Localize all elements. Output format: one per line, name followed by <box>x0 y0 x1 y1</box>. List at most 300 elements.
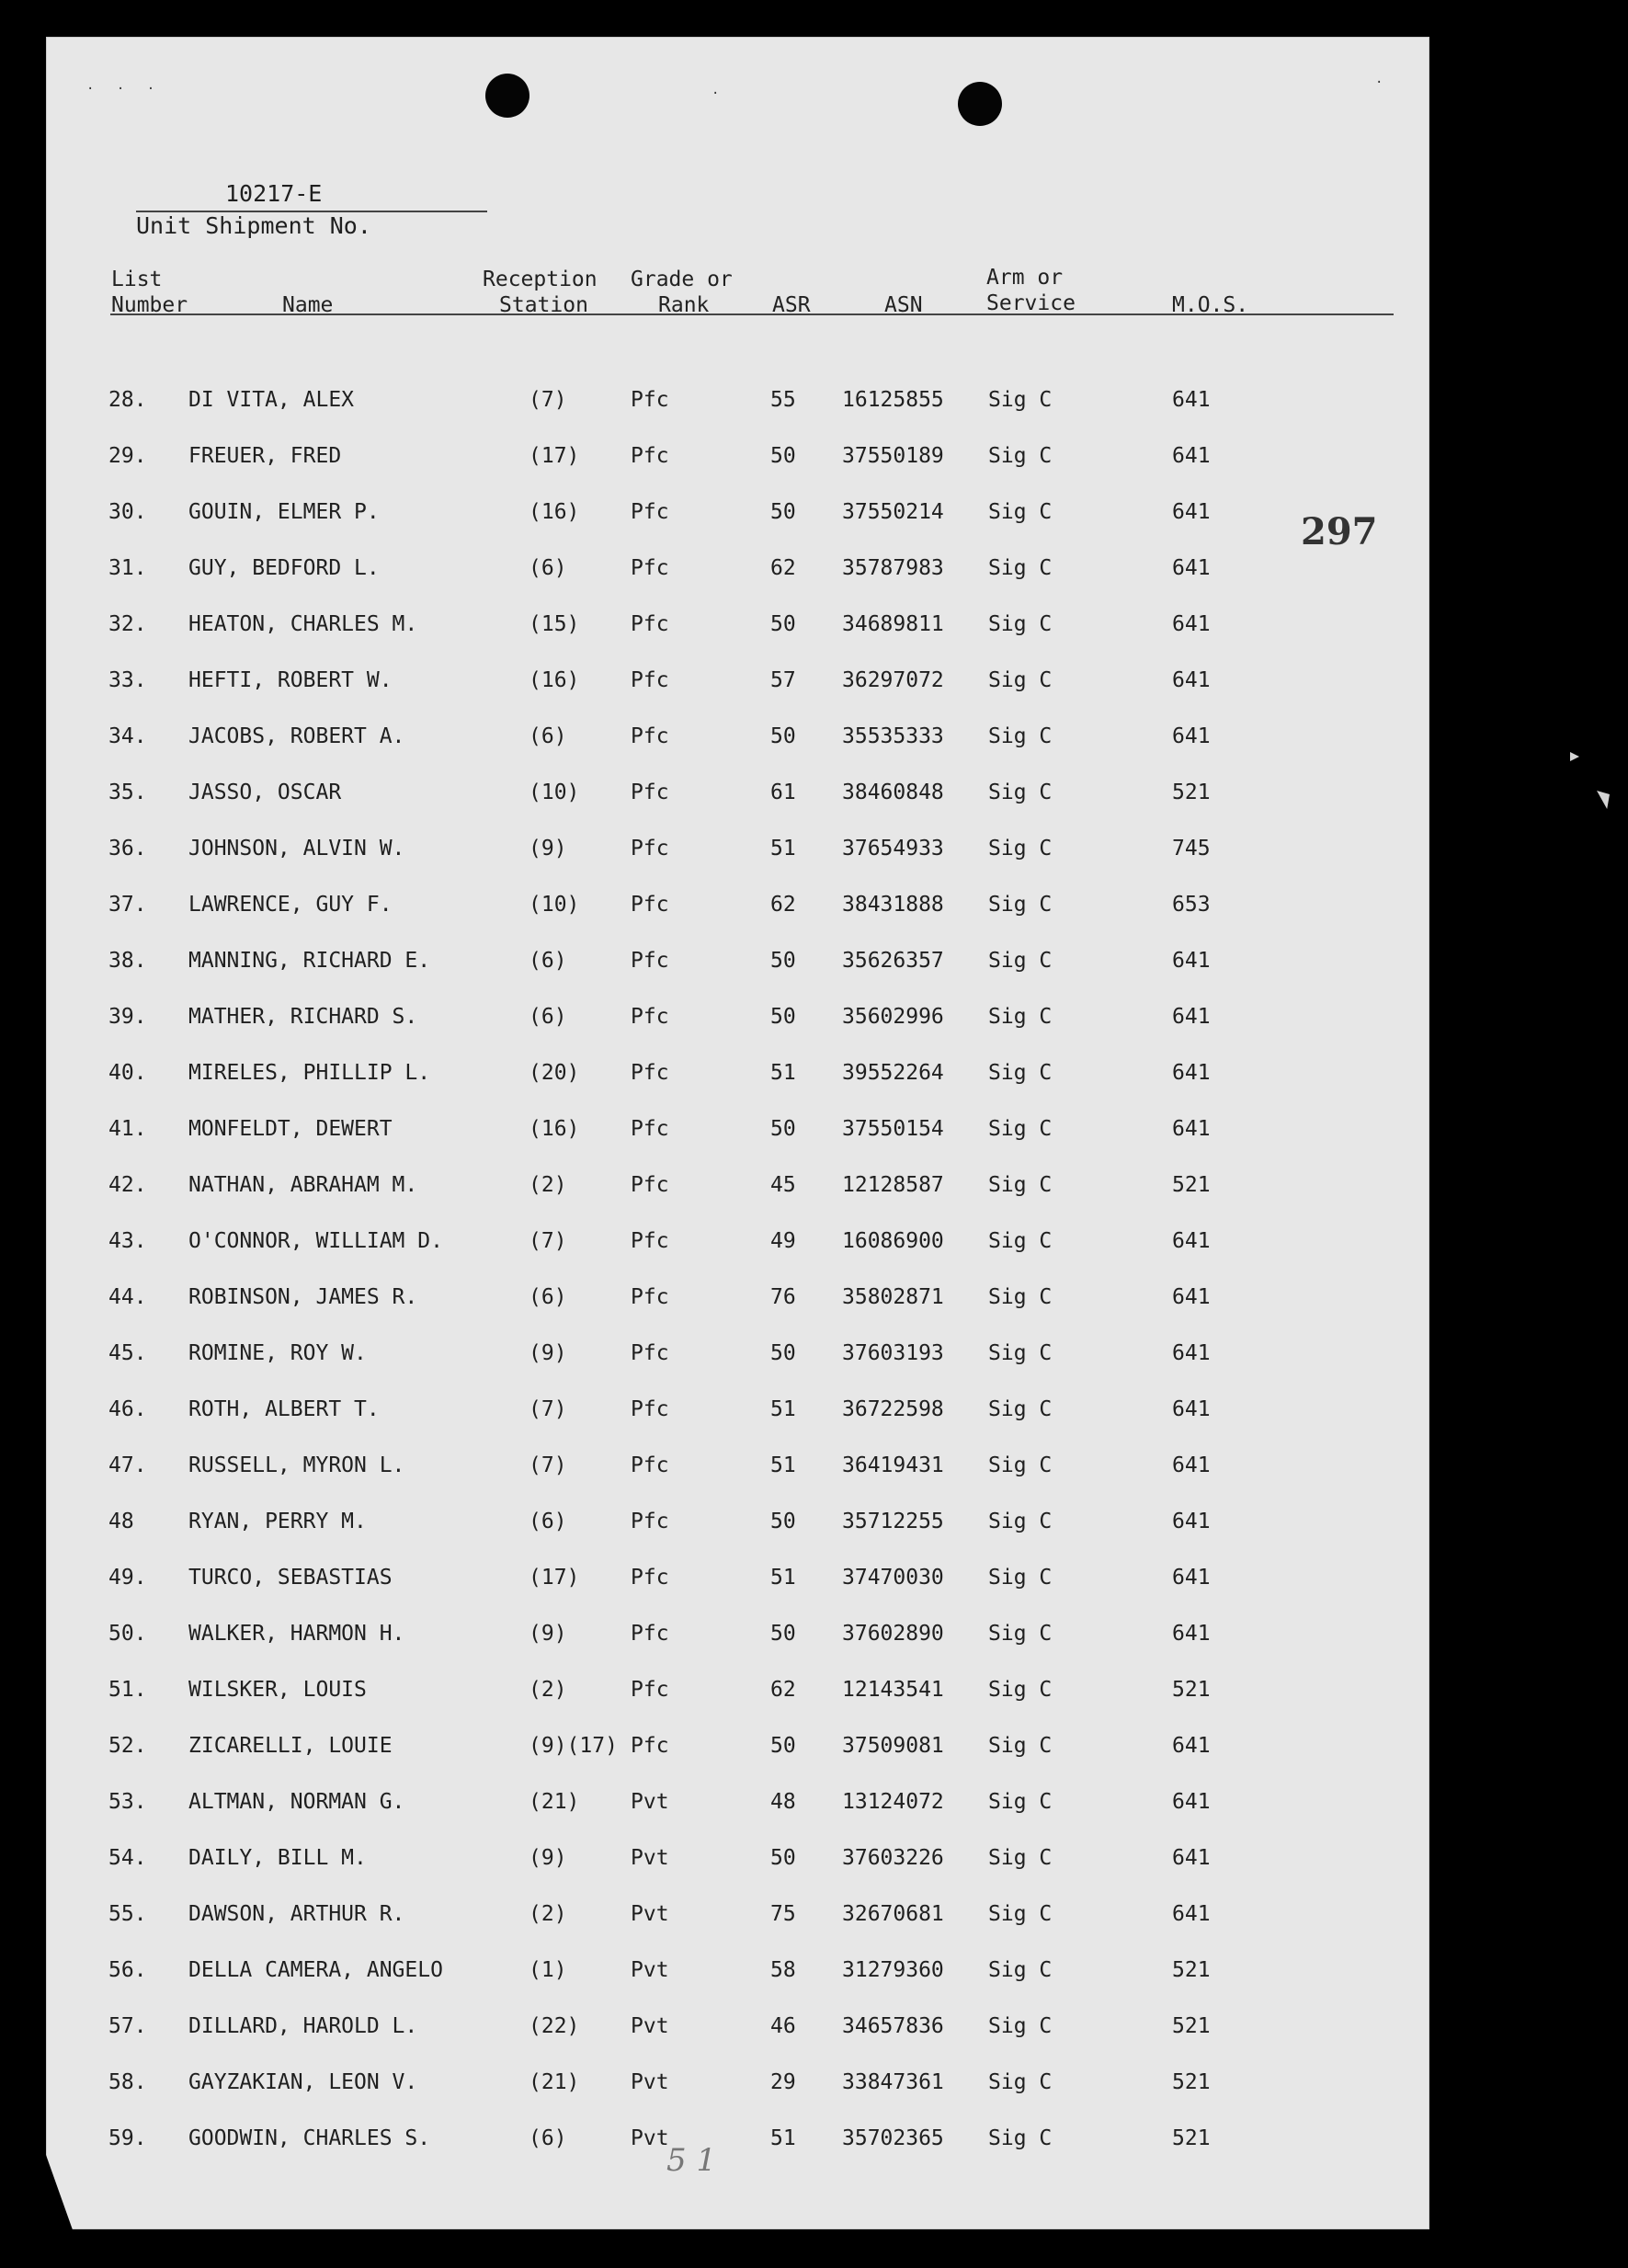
row-asn: 35712255 <box>842 1510 944 1533</box>
row-reception-station: (16) <box>529 500 580 524</box>
row-mos: 641 <box>1172 1566 1211 1590</box>
row-mos: 521 <box>1172 1958 1211 1982</box>
row-reception-station: (6) <box>529 1005 567 1029</box>
row-asr: 57 <box>770 668 796 692</box>
row-asr: 62 <box>770 556 796 580</box>
row-name: RYAN, PERRY M. <box>188 1510 367 1533</box>
row-mos: 745 <box>1172 837 1211 860</box>
page-number: 297 <box>1301 510 1378 553</box>
row-mos: 641 <box>1172 1622 1211 1646</box>
row-reception-station: (20) <box>529 1061 580 1085</box>
table-row <box>46 1956 1429 2000</box>
row-asn: 34657836 <box>842 2014 944 2038</box>
table-row <box>46 1339 1429 1384</box>
row-grade: Pfc <box>631 1341 669 1365</box>
row-arm-or-service: Sig C <box>988 1566 1053 1590</box>
row-list-number: 56. <box>108 1958 147 1982</box>
row-grade: Pvt <box>631 1790 669 1814</box>
row-mos: 641 <box>1172 724 1211 748</box>
row-arm-or-service: Sig C <box>988 1958 1053 1982</box>
row-name: MIRELES, PHILLIP L. <box>188 1061 431 1085</box>
row-grade: Pfc <box>631 1061 669 1085</box>
row-arm-or-service: Sig C <box>988 1397 1053 1421</box>
row-list-number: 48 <box>108 1510 134 1533</box>
row-asn: 37654933 <box>842 837 944 860</box>
row-asn: 37602890 <box>842 1622 944 1646</box>
header-rule <box>110 313 1394 315</box>
row-asn: 35535333 <box>842 724 944 748</box>
row-mos: 641 <box>1172 668 1211 692</box>
row-list-number: 37. <box>108 893 147 917</box>
row-arm-or-service: Sig C <box>988 724 1053 748</box>
document-page <box>46 37 1429 2229</box>
unit-shipment-label: Unit Shipment No. <box>136 212 371 239</box>
row-reception-station: (15) <box>529 612 580 636</box>
scan-speck-right: . <box>1375 72 1391 86</box>
row-asn: 35787983 <box>842 556 944 580</box>
row-mos: 641 <box>1172 1005 1211 1029</box>
row-grade: Pfc <box>631 500 669 524</box>
row-asn: 33847361 <box>842 2070 944 2094</box>
row-arm-or-service: Sig C <box>988 1117 1053 1141</box>
row-name: HEATON, CHARLES M. <box>188 612 418 636</box>
row-name: GOUIN, ELMER P. <box>188 500 380 524</box>
table-row <box>46 1620 1429 1664</box>
row-grade: Pfc <box>631 388 669 412</box>
row-name: DAILY, BILL M. <box>188 1846 367 1870</box>
row-mos: 641 <box>1172 1453 1211 1477</box>
table-row <box>46 1452 1429 1496</box>
row-arm-or-service: Sig C <box>988 388 1053 412</box>
row-asr: 29 <box>770 2070 796 2094</box>
row-asr: 51 <box>770 1566 796 1590</box>
row-grade: Pfc <box>631 1229 669 1253</box>
row-list-number: 46. <box>108 1397 147 1421</box>
table-row <box>46 2012 1429 2057</box>
row-mos: 521 <box>1172 781 1211 804</box>
row-grade: Pfc <box>631 949 669 973</box>
row-asr: 51 <box>770 1397 796 1421</box>
row-mos: 521 <box>1172 1173 1211 1197</box>
row-asr: 51 <box>770 2126 796 2150</box>
row-arm-or-service: Sig C <box>988 1285 1053 1309</box>
row-grade: Pfc <box>631 781 669 804</box>
row-asn: 37603226 <box>842 1846 944 1870</box>
row-grade: Pfc <box>631 1566 669 1590</box>
row-reception-station: (9) <box>529 1622 567 1646</box>
row-name: ZICARELLI, LOUIE <box>188 1734 393 1758</box>
row-list-number: 53. <box>108 1790 147 1814</box>
row-asr: 50 <box>770 724 796 748</box>
unit-shipment-value: 10217-E <box>225 180 323 207</box>
row-name: ROBINSON, JAMES R. <box>188 1285 418 1309</box>
row-list-number: 43. <box>108 1229 147 1253</box>
row-name: JASSO, OSCAR <box>188 781 342 804</box>
row-asr: 50 <box>770 949 796 973</box>
row-name: MATHER, RICHARD S. <box>188 1005 418 1029</box>
row-name: JACOBS, ROBERT A. <box>188 724 405 748</box>
row-list-number: 32. <box>108 612 147 636</box>
header-name: Name <box>282 293 334 317</box>
outside-scan-mark-2 <box>1597 791 1610 809</box>
table-row <box>46 1508 1429 1552</box>
table-row <box>46 2069 1429 2113</box>
row-reception-station: (7) <box>529 1229 567 1253</box>
row-reception-station: (6) <box>529 1285 567 1309</box>
row-reception-station: (22) <box>529 2014 580 2038</box>
row-arm-or-service: Sig C <box>988 612 1053 636</box>
row-reception-station: (10) <box>529 781 580 804</box>
row-asn: 36297072 <box>842 668 944 692</box>
row-asr: 58 <box>770 1958 796 1982</box>
row-reception-station: (7) <box>529 1453 567 1477</box>
row-name: WALKER, HARMON H. <box>188 1622 405 1646</box>
row-mos: 641 <box>1172 556 1211 580</box>
row-grade: Pfc <box>631 444 669 468</box>
row-arm-or-service: Sig C <box>988 2070 1053 2094</box>
row-mos: 641 <box>1172 1285 1211 1309</box>
row-asr: 50 <box>770 1005 796 1029</box>
table-row <box>46 1283 1429 1328</box>
header-asr: ASR <box>772 293 811 317</box>
row-arm-or-service: Sig C <box>988 2126 1053 2150</box>
row-arm-or-service: Sig C <box>988 1678 1053 1702</box>
row-list-number: 36. <box>108 837 147 860</box>
header-mos: M.O.S. <box>1172 293 1249 317</box>
row-asn: 36722598 <box>842 1397 944 1421</box>
row-arm-or-service: Sig C <box>988 668 1053 692</box>
row-list-number: 59. <box>108 2126 147 2150</box>
table-row <box>46 1115 1429 1159</box>
row-grade: Pfc <box>631 1117 669 1141</box>
row-asr: 62 <box>770 893 796 917</box>
row-reception-station: (9) <box>529 1341 567 1365</box>
row-arm-or-service: Sig C <box>988 1173 1053 1197</box>
header-reception-station-line-2: Station <box>499 293 588 317</box>
header-grade-line-1: Grade or <box>631 268 733 291</box>
row-name: NATHAN, ABRAHAM M. <box>188 1173 418 1197</box>
row-asn: 12143541 <box>842 1678 944 1702</box>
row-name: GUY, BEDFORD L. <box>188 556 380 580</box>
row-asn: 36419431 <box>842 1453 944 1477</box>
table-row <box>46 610 1429 655</box>
row-asn: 38460848 <box>842 781 944 804</box>
row-reception-station: (6) <box>529 1510 567 1533</box>
row-asn: 16125855 <box>842 388 944 412</box>
row-mos: 641 <box>1172 1510 1211 1533</box>
row-reception-station: (2) <box>529 1902 567 1926</box>
binder-hole-left <box>485 74 529 118</box>
row-grade: Pfc <box>631 1678 669 1702</box>
row-list-number: 38. <box>108 949 147 973</box>
row-asr: 61 <box>770 781 796 804</box>
row-mos: 641 <box>1172 500 1211 524</box>
table-row <box>46 723 1429 767</box>
row-asr: 51 <box>770 1061 796 1085</box>
row-mos: 641 <box>1172 1229 1211 1253</box>
row-arm-or-service: Sig C <box>988 1622 1053 1646</box>
row-name: ALTMAN, NORMAN G. <box>188 1790 405 1814</box>
row-arm-or-service: Sig C <box>988 1341 1053 1365</box>
row-name: MANNING, RICHARD E. <box>188 949 431 973</box>
row-list-number: 52. <box>108 1734 147 1758</box>
row-reception-station: (17) <box>529 1566 580 1590</box>
table-row <box>46 498 1429 542</box>
row-reception-station: (9) <box>529 1846 567 1870</box>
row-list-number: 57. <box>108 2014 147 2038</box>
row-asn: 35602996 <box>842 1005 944 1029</box>
row-list-number: 28. <box>108 388 147 412</box>
row-list-number: 42. <box>108 1173 147 1197</box>
row-asr: 51 <box>770 1453 796 1477</box>
row-asr: 62 <box>770 1678 796 1702</box>
row-list-number: 30. <box>108 500 147 524</box>
row-name: GAYZAKIAN, LEON V. <box>188 2070 418 2094</box>
row-asn: 37470030 <box>842 1566 944 1590</box>
row-asn: 37550214 <box>842 500 944 524</box>
row-mos: 653 <box>1172 893 1211 917</box>
row-list-number: 50. <box>108 1622 147 1646</box>
row-name: ROMINE, ROY W. <box>188 1341 367 1365</box>
row-name: WILSKER, LOUIS <box>188 1678 367 1702</box>
row-arm-or-service: Sig C <box>988 781 1053 804</box>
row-reception-station: (6) <box>529 2126 567 2150</box>
row-list-number: 39. <box>108 1005 147 1029</box>
row-asn: 32670681 <box>842 1902 944 1926</box>
table-row <box>46 779 1429 823</box>
row-grade: Pfc <box>631 1510 669 1533</box>
row-mos: 521 <box>1172 2070 1211 2094</box>
row-mos: 521 <box>1172 2126 1211 2150</box>
row-grade: Pfc <box>631 1173 669 1197</box>
row-asn: 35802871 <box>842 1285 944 1309</box>
table-row <box>46 386 1429 430</box>
row-grade: Pfc <box>631 1734 669 1758</box>
row-asr: 49 <box>770 1229 796 1253</box>
row-asr: 45 <box>770 1173 796 1197</box>
row-asr: 55 <box>770 388 796 412</box>
row-list-number: 34. <box>108 724 147 748</box>
row-mos: 641 <box>1172 949 1211 973</box>
row-name: O'CONNOR, WILLIAM D. <box>188 1229 443 1253</box>
row-reception-station: (9)(17) <box>529 1734 618 1758</box>
row-name: MONFELDT, DEWERT <box>188 1117 393 1141</box>
row-asr: 76 <box>770 1285 796 1309</box>
row-reception-station: (9) <box>529 837 567 860</box>
row-list-number: 58. <box>108 2070 147 2094</box>
row-reception-station: (6) <box>529 556 567 580</box>
row-asr: 50 <box>770 1341 796 1365</box>
row-mos: 641 <box>1172 1846 1211 1870</box>
row-list-number: 41. <box>108 1117 147 1141</box>
row-grade: Pfc <box>631 668 669 692</box>
row-arm-or-service: Sig C <box>988 500 1053 524</box>
row-mos: 641 <box>1172 444 1211 468</box>
row-reception-station: (1) <box>529 1958 567 1982</box>
row-reception-station: (6) <box>529 949 567 973</box>
row-name: DI VITA, ALEX <box>188 388 355 412</box>
table-row <box>46 835 1429 879</box>
row-asr: 75 <box>770 1902 796 1926</box>
row-mos: 641 <box>1172 1734 1211 1758</box>
row-mos: 641 <box>1172 388 1211 412</box>
row-grade: Pvt <box>631 1958 669 1982</box>
row-asr: 50 <box>770 500 796 524</box>
row-reception-station: (2) <box>529 1173 567 1197</box>
row-name: FREUER, FRED <box>188 444 342 468</box>
table-row <box>46 667 1429 711</box>
table-row <box>46 1788 1429 1832</box>
row-arm-or-service: Sig C <box>988 1005 1053 1029</box>
row-grade: Pvt <box>631 2126 669 2150</box>
row-mos: 641 <box>1172 1790 1211 1814</box>
row-grade: Pfc <box>631 724 669 748</box>
row-arm-or-service: Sig C <box>988 1510 1053 1533</box>
table-row <box>46 1732 1429 1776</box>
header-reception-station-line-1: Reception <box>483 268 598 291</box>
row-mos: 641 <box>1172 1061 1211 1085</box>
handwritten-note: 5 1 <box>666 2142 717 2179</box>
row-asn: 37603193 <box>842 1341 944 1365</box>
scan-specks-left: . . . <box>86 78 163 93</box>
row-reception-station: (17) <box>529 444 580 468</box>
row-reception-station: (7) <box>529 388 567 412</box>
row-grade: Pvt <box>631 1902 669 1926</box>
row-asr: 51 <box>770 837 796 860</box>
table-row <box>46 2125 1429 2169</box>
row-asr: 50 <box>770 444 796 468</box>
row-asr: 50 <box>770 1117 796 1141</box>
table-row <box>46 1171 1429 1215</box>
row-grade: Pfc <box>631 893 669 917</box>
row-asn: 35626357 <box>842 949 944 973</box>
row-list-number: 31. <box>108 556 147 580</box>
row-arm-or-service: Sig C <box>988 1734 1053 1758</box>
row-name: LAWRENCE, GUY F. <box>188 893 393 917</box>
row-asn: 13124072 <box>842 1790 944 1814</box>
outside-scan-mark-1 <box>1570 752 1579 761</box>
row-asn: 16086900 <box>842 1229 944 1253</box>
table-row <box>46 1844 1429 1888</box>
row-name: TURCO, SEBASTIAS <box>188 1566 393 1590</box>
row-grade: Pfc <box>631 1622 669 1646</box>
row-asn: 35702365 <box>842 2126 944 2150</box>
row-arm-or-service: Sig C <box>988 2014 1053 2038</box>
row-arm-or-service: Sig C <box>988 837 1053 860</box>
row-grade: Pvt <box>631 2014 669 2038</box>
header-asn: ASN <box>884 293 923 317</box>
row-mos: 641 <box>1172 1341 1211 1365</box>
row-name: DELLA CAMERA, ANGELO <box>188 1958 443 1982</box>
table-row <box>46 1003 1429 1047</box>
table-row <box>46 1396 1429 1440</box>
row-list-number: 44. <box>108 1285 147 1309</box>
header-grade-line-2: Rank <box>658 293 710 317</box>
header-grade <box>631 267 733 318</box>
row-arm-or-service: Sig C <box>988 556 1053 580</box>
row-asr: 50 <box>770 1734 796 1758</box>
row-reception-station: (10) <box>529 893 580 917</box>
row-reception-station: (7) <box>529 1397 567 1421</box>
row-asn: 39552264 <box>842 1061 944 1085</box>
row-asr: 46 <box>770 2014 796 2038</box>
row-grade: Pfc <box>631 556 669 580</box>
row-arm-or-service: Sig C <box>988 1229 1053 1253</box>
row-mos: 521 <box>1172 2014 1211 2038</box>
row-reception-station: (16) <box>529 1117 580 1141</box>
table-row <box>46 1227 1429 1271</box>
row-arm-or-service: Sig C <box>988 444 1053 468</box>
row-reception-station: (21) <box>529 2070 580 2094</box>
header-list-number-line-1: List <box>111 268 163 291</box>
row-name: HEFTI, ROBERT W. <box>188 668 393 692</box>
row-name: GOODWIN, CHARLES S. <box>188 2126 431 2150</box>
row-mos: 641 <box>1172 1902 1211 1926</box>
binder-hole-right <box>958 82 1002 126</box>
row-reception-station: (16) <box>529 668 580 692</box>
row-grade: Pfc <box>631 1453 669 1477</box>
table-row <box>46 1564 1429 1608</box>
row-asr: 50 <box>770 1622 796 1646</box>
row-name: DAWSON, ARTHUR R. <box>188 1902 405 1926</box>
header-list-number-line-2: Number <box>111 293 188 317</box>
row-arm-or-service: Sig C <box>988 893 1053 917</box>
header-reception-station <box>483 267 598 318</box>
row-asn: 31279360 <box>842 1958 944 1982</box>
row-list-number: 40. <box>108 1061 147 1085</box>
header-list-number <box>111 267 188 318</box>
row-asr: 48 <box>770 1790 796 1814</box>
row-grade: Pvt <box>631 2070 669 2094</box>
table-row <box>46 947 1429 991</box>
row-grade: Pfc <box>631 1285 669 1309</box>
row-reception-station: (21) <box>529 1790 580 1814</box>
row-mos: 641 <box>1172 612 1211 636</box>
row-asn: 37550189 <box>842 444 944 468</box>
row-asr: 50 <box>770 612 796 636</box>
row-asn: 37509081 <box>842 1734 944 1758</box>
row-arm-or-service: Sig C <box>988 949 1053 973</box>
row-grade: Pfc <box>631 1005 669 1029</box>
row-list-number: 35. <box>108 781 147 804</box>
scan-speck-center: . <box>712 83 727 97</box>
row-grade: Pfc <box>631 612 669 636</box>
row-list-number: 55. <box>108 1902 147 1926</box>
row-grade: Pfc <box>631 837 669 860</box>
row-arm-or-service: Sig C <box>988 1061 1053 1085</box>
row-mos: 641 <box>1172 1397 1211 1421</box>
row-asn: 34689811 <box>842 612 944 636</box>
row-asr: 50 <box>770 1510 796 1533</box>
row-name: JOHNSON, ALVIN W. <box>188 837 405 860</box>
row-name: DILLARD, HAROLD L. <box>188 2014 418 2038</box>
row-grade: Pvt <box>631 1846 669 1870</box>
row-reception-station: (2) <box>529 1678 567 1702</box>
table-row <box>46 891 1429 935</box>
row-list-number: 33. <box>108 668 147 692</box>
row-grade: Pfc <box>631 1397 669 1421</box>
row-mos: 521 <box>1172 1678 1211 1702</box>
table-row <box>46 1676 1429 1720</box>
table-row <box>46 1059 1429 1103</box>
row-reception-station: (6) <box>529 724 567 748</box>
row-name: ROTH, ALBERT T. <box>188 1397 380 1421</box>
row-asn: 12128587 <box>842 1173 944 1197</box>
row-name: RUSSELL, MYRON L. <box>188 1453 405 1477</box>
row-arm-or-service: Sig C <box>988 1790 1053 1814</box>
row-asr: 50 <box>770 1846 796 1870</box>
row-list-number: 54. <box>108 1846 147 1870</box>
